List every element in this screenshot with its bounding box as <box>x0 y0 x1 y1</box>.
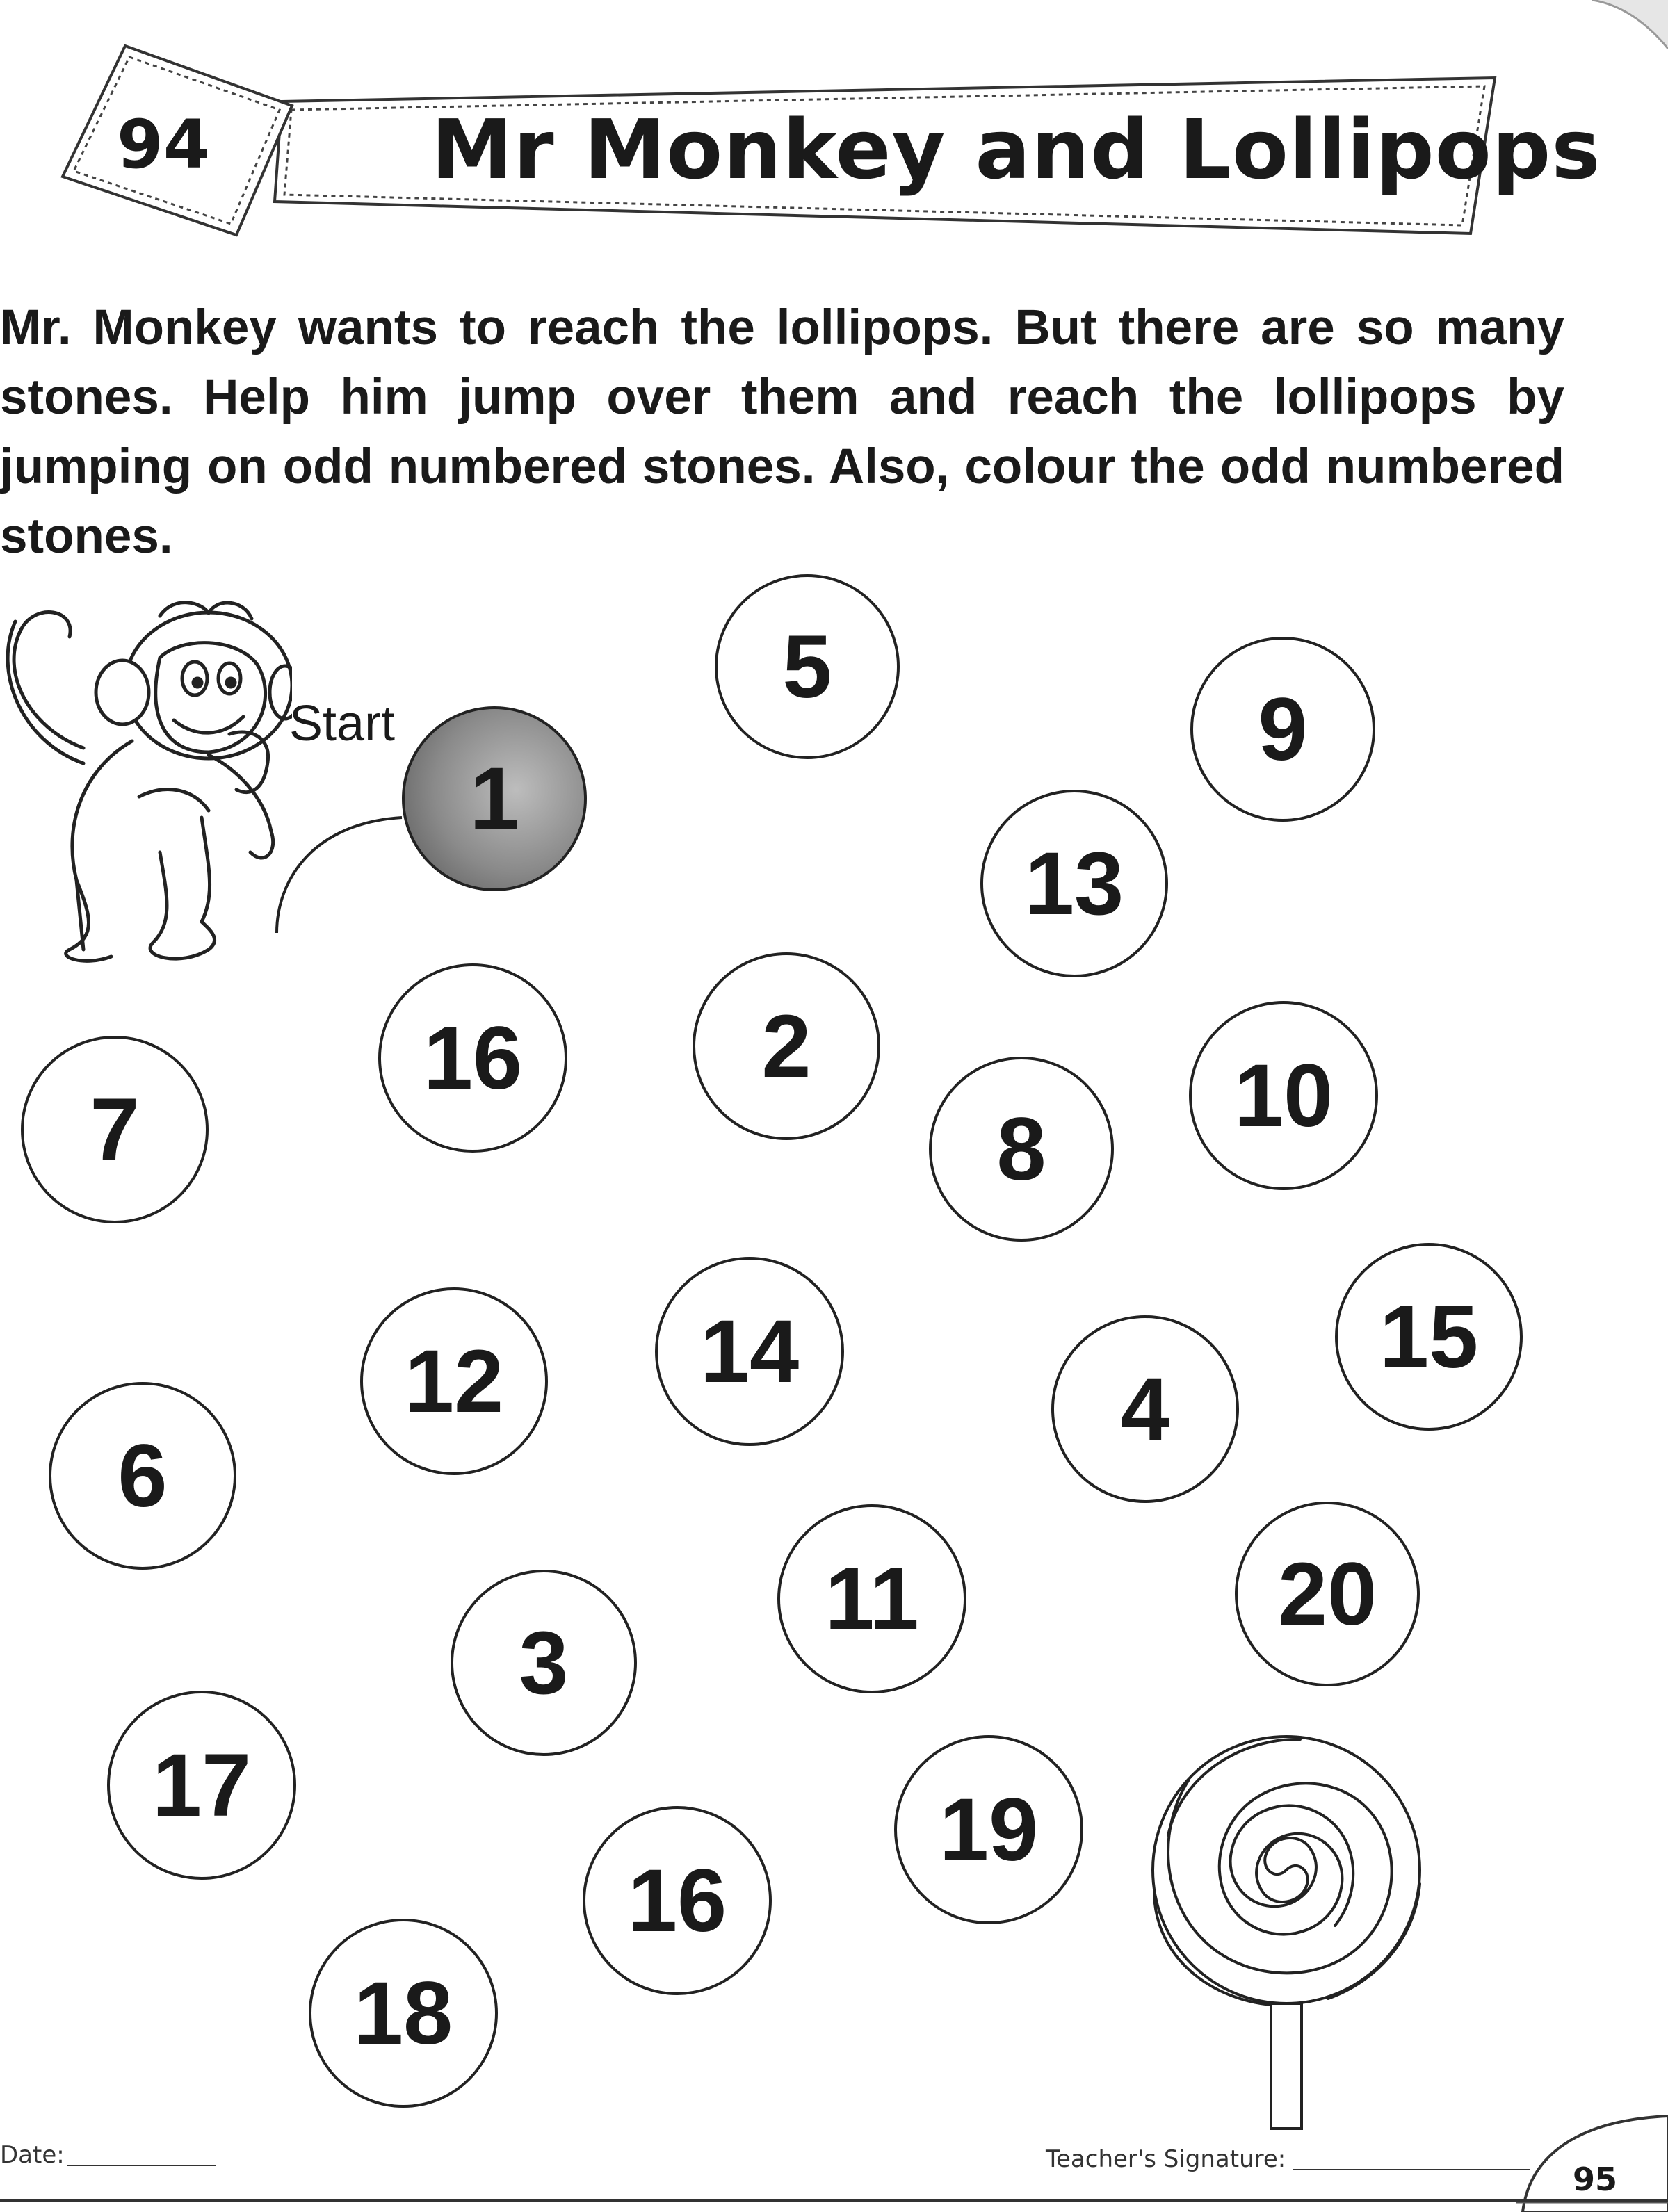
monkey-illustration <box>0 588 292 977</box>
stone[interactable]: 14 <box>655 1257 844 1446</box>
activity-number: 94 <box>117 106 210 184</box>
stone[interactable]: 15 <box>1335 1243 1523 1431</box>
stone[interactable]: 6 <box>49 1382 236 1570</box>
stone[interactable]: 10 <box>1189 1001 1378 1190</box>
stone[interactable]: 4 <box>1051 1315 1239 1503</box>
stone[interactable]: 7 <box>21 1036 209 1223</box>
stone[interactable]: 2 <box>693 952 880 1140</box>
stone[interactable]: 20 <box>1235 1502 1420 1686</box>
stone[interactable]: 12 <box>360 1287 548 1475</box>
stone-start[interactable]: 1 <box>402 706 587 891</box>
stone[interactable]: 3 <box>451 1570 637 1756</box>
stone[interactable]: 16 <box>378 963 567 1153</box>
instructions-text: Mr. Monkey wants to reach the lollipops. But there are so many stones. Help him jump over them and reach the lollipops by jumping on odd numbered stones. Also, colour the odd numbered stones. <box>0 300 1564 564</box>
lollipop-illustration <box>1147 1731 1425 2134</box>
stone[interactable]: 5 <box>715 574 900 759</box>
date-label: Date: <box>0 2141 65 2169</box>
stone[interactable]: 8 <box>929 1057 1114 1242</box>
stone[interactable]: 13 <box>980 790 1168 977</box>
stone[interactable]: 9 <box>1190 637 1375 822</box>
stone[interactable]: 19 <box>894 1735 1083 1924</box>
stone[interactable]: 11 <box>777 1504 966 1693</box>
start-label: Start <box>289 696 396 751</box>
page-bottom-rule <box>0 2199 1668 2202</box>
date-line[interactable] <box>67 2165 216 2166</box>
stone[interactable]: 16 <box>583 1806 772 1995</box>
page-number: 95 <box>1573 2161 1618 2198</box>
teacher-signature-line[interactable] <box>1293 2169 1530 2170</box>
stone[interactable]: 17 <box>107 1691 296 1880</box>
stone[interactable]: 18 <box>309 1919 498 2108</box>
page-title: Mr Monkey and Lollipops <box>431 101 1601 197</box>
jump-arc <box>271 811 410 936</box>
page-curl <box>1592 0 1668 76</box>
teacher-signature-label: Teacher's Signature: <box>1046 2145 1286 2173</box>
